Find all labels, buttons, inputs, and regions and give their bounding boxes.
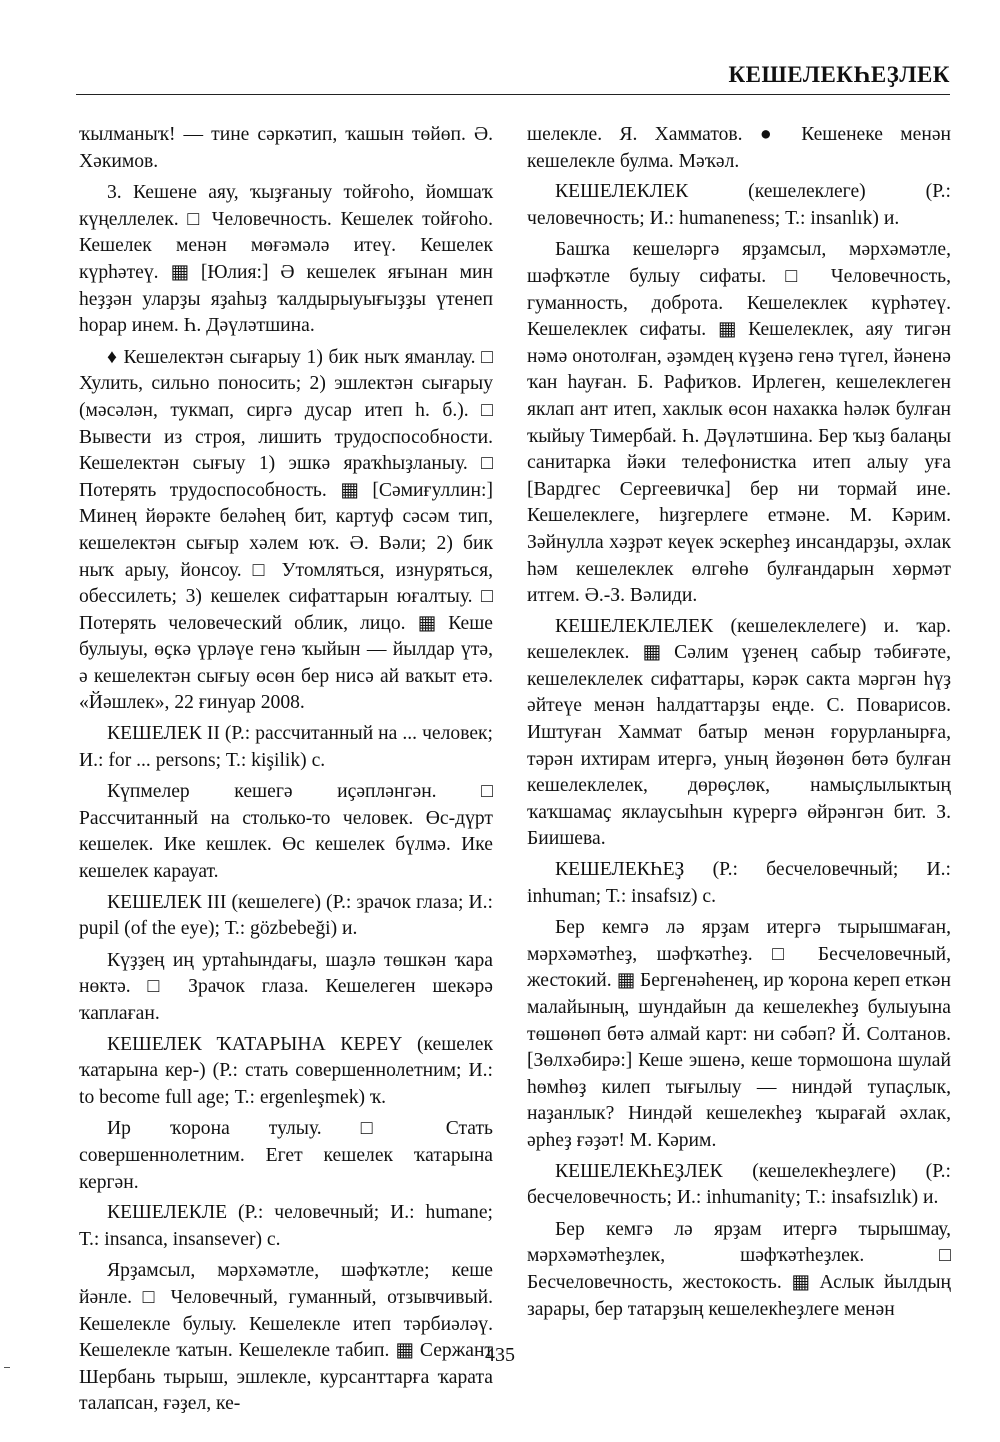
right-column <box>527 122 951 1323</box>
paragraph: Ярҙамсыл, мәрхәмәтле, шәфҡәтле; кеше йәнле. □ Человечный, гуманный, отзывчивый. Кешелекле булыу. Кешелекле итеп тәрбиәләү. Кешелекле ҡатын. Кешелекле табип. ▦ Сержант Шербань тырыш, эшлекле, курсанттарға ҡарата талапсан, ғәҙел, ке- <box>79 1260 493 1415</box>
page-number: 435 <box>485 1344 515 1366</box>
running-head: КЕШЕЛЕКҺЕҘЛЕК <box>728 62 950 87</box>
dictionary-entry-head: КЕШЕЛЕКҺЕҘ (Р.: бесчеловечный; И.: inhuman; Т.: insafsız) с. <box>527 859 951 907</box>
paragraph: ҡылманыҡ! — тине сәркәтип, ҡашын төйөп. Ә. Хәкимов. <box>79 124 493 172</box>
left-column <box>79 122 493 1418</box>
dictionary-entry-head: КЕШЕЛЕКҺЕҘЛЕК (кешелекһеҙлеге) (Р.: бесчеловечность; И.: inhumanity; Т.: insafsızlık) и. <box>527 1160 951 1209</box>
dictionary-entry-head: КЕШЕЛЕК II (Р.: рассчитанный на ... человек; И.: for ... persons; Т.: kişilik) с. <box>79 723 493 771</box>
paragraph: Күпмелер кешегә иҫәпләнгән. □ Рассчитанный на столько-то человек. Өс-дүрт кешелек. Ике кешлек. Өс кешелек бүлмә. Ике кешелек карауат. <box>79 781 493 883</box>
paragraph: Бер кемгә лә ярҙам итергә тырышмаған, мәрхәмәтһеҙ, шәфҡәтһеҙ. □ Бесчеловечный, жестокий. ▦ Бергенәһенең, ир ҡорона кереп еткән малайының, шундайын да кешелекһеҙ булыуына төшөнөп бөтә алмай карт: ни сәбәп? Й. Солтанов. [Зөлхәбирә:] Кеше эшенә, кеше тормошона шулай һөмһөҙ килеп тығылыу — ниндәй тупаҫлык, наҙанлык? Ниндәй кешелекһеҙ ҡырағай әхлак, әрһеҙ ғәҙәт! М. Кәрим. <box>527 917 951 1151</box>
dictionary-entry-head: КЕШЕЛЕКЛЕЛЕК (кешелеклелеге) и. ҡар. кешелеклек. ▦ Сәлим үҙенең сабыр тәбиғәте, кешелеклелек сифаттары, кәрәк сакта мәргән һүҙ әйтеүе менән һалдаттарҙы еңде. С. Поварисов. Иштуған Хаммат батыр менән ғорурланырға, тәрән ихтирам итергә, уның йөҙөнөн бөтә булған кешелеклелек, дөрөҫлөк, намыҫлылыктың ҡаҡшамаҫ яклаусыһын күрергә өйрәнгән бит. З. Биишева. <box>527 615 951 850</box>
dictionary-entry-head: КЕШЕЛЕК ҠАТАРЫНА КЕРЕҮ (кешелек ҡатарына кер-) (Р.: стать совершеннолетним; И.: to become full age; Т.: ergenleşmek) ҡ. <box>79 1033 493 1108</box>
page-header <box>76 60 950 95</box>
paragraph: ♦ Кешелектән сығарыу 1) бик ныҡ яманлау. □ Хулить, сильно поносить; 2) эшлектән сығарыу (мәсәлән, тукмап, сиргә дусар итеп һ. б.). □ Вывести из строя, лишить трудоспособности. Кешелектән сығыу 1) эшкә яраҡһыҙланыу. □ Потерять трудоспособность. ▦ [Сәмиғуллин:] Минең йөрәкте беләһең бит, картуф сәсәм тип, кешелектән сығыр хәлем юҡ. Ә. Вәли; 2) бик ныҡ арыу, йонсоу. □ Утомляться, изнуряться, обессилеть; 3) кешелек сифаттарын юғалтыу. □ Потерять человеческий облик, лицо. ▦ Кеше булыуы, өҫкә үрләүе генә ҡыйын — йылдар үтә, ә кешелектән сығыу өсөн бер нисә ай ваҡыт етә. «Йәшлек», 22 ғинуар 2008. <box>79 346 493 714</box>
paragraph: Бер кемгә лә ярҙам итергә тырышмау, мәрхәмәтһеҙлек, шәфҡәтһеҙлек. □ Бесчеловечность, жестокость. ▦ Аслык йылдың зарары, бер татарҙың кешелекһеҙлеге менән <box>527 1218 951 1320</box>
paragraph: шелекле. Я. Хамматов. ● Кешенеке менән кешелекле булма. Мәҡәл. <box>527 124 951 172</box>
paragraph: Ир ҡорона тулыу. □ Стать совершеннолетним. Егет кешелек ҡатарына кергән. <box>79 1118 493 1193</box>
dictionary-entry-head: КЕШЕЛЕКЛЕ (Р.: человечный; И.: humane; Т.: insanca, insansever) с. <box>79 1202 493 1250</box>
paragraph: Башҡа кешеләргә ярҙамсыл, мәрхәмәтле, шәфҡәтле булыу сифаты. □ Человечность, гуманность, доброта. Кешелеклек күрһәтеү. Кешелеклек сифаты. ▦ Кешелеклек, аяу тигән нәмә онотолған, әҙәмдең күҙенә генә түгел, йәненә ҡан һауған. Б. Рафиҡов. Ирлеген, кешелеклеген яклап ант итеп, хаклык өсон нахакка һәләк булған ҡыйыу Тимербай. Һ. Дәүләтшина. Бер ҡыҙ балаңы санитарка йәки телефонистка итеп алыу уға [Вардгес Сергеевичка] бер ни тормай ине. Кешелеклеге, һиҙгерлеге етмәне. М. Кәрим. Зәйнулла хәҙрәт кеүек эскерһеҙ инсандарҙы, әхлак һәм кешелеклек өлгөһө булғандарын хөрмәт итгем. Ә.-З. Вәлиди. <box>527 239 951 607</box>
dictionary-entry-head: КЕШЕЛЕК III (кешелеге) (Р.: зрачок глаза; И.: pupil (of the eye); Т.: gözbebeği) и. <box>79 891 493 940</box>
margin-mark <box>4 1367 10 1368</box>
paragraph: 3. Кешене аяу, ҡыҙғаныу тойғоһо, йомшаҡ күңеллелек. □ Человечность. Кешелек тойғоһо. Кешелек менән мөғәмәлә итеү. Кешелек күрһәтеү. ▦ [Юлия:] Ә кешелек яғынан мин һеҙҙән уларҙы яҙаһыҙ ҡалдырыуығыҙҙы үтенеп һорар инем. Һ. Дәүләтшина. <box>79 182 493 337</box>
paragraph: Күҙҙең иң уртаһындағы, шаҙлә төшкән ҡара нөктә. □ Зрачок глаза. Кешелеген шекәрә ҡаплаған. <box>79 949 493 1024</box>
dictionary-entry-head: КЕШЕЛЕКЛЕК (кешелеклеге) (Р.: человечность; И.: humaneness; Т.: insanlık) и. <box>527 181 951 229</box>
